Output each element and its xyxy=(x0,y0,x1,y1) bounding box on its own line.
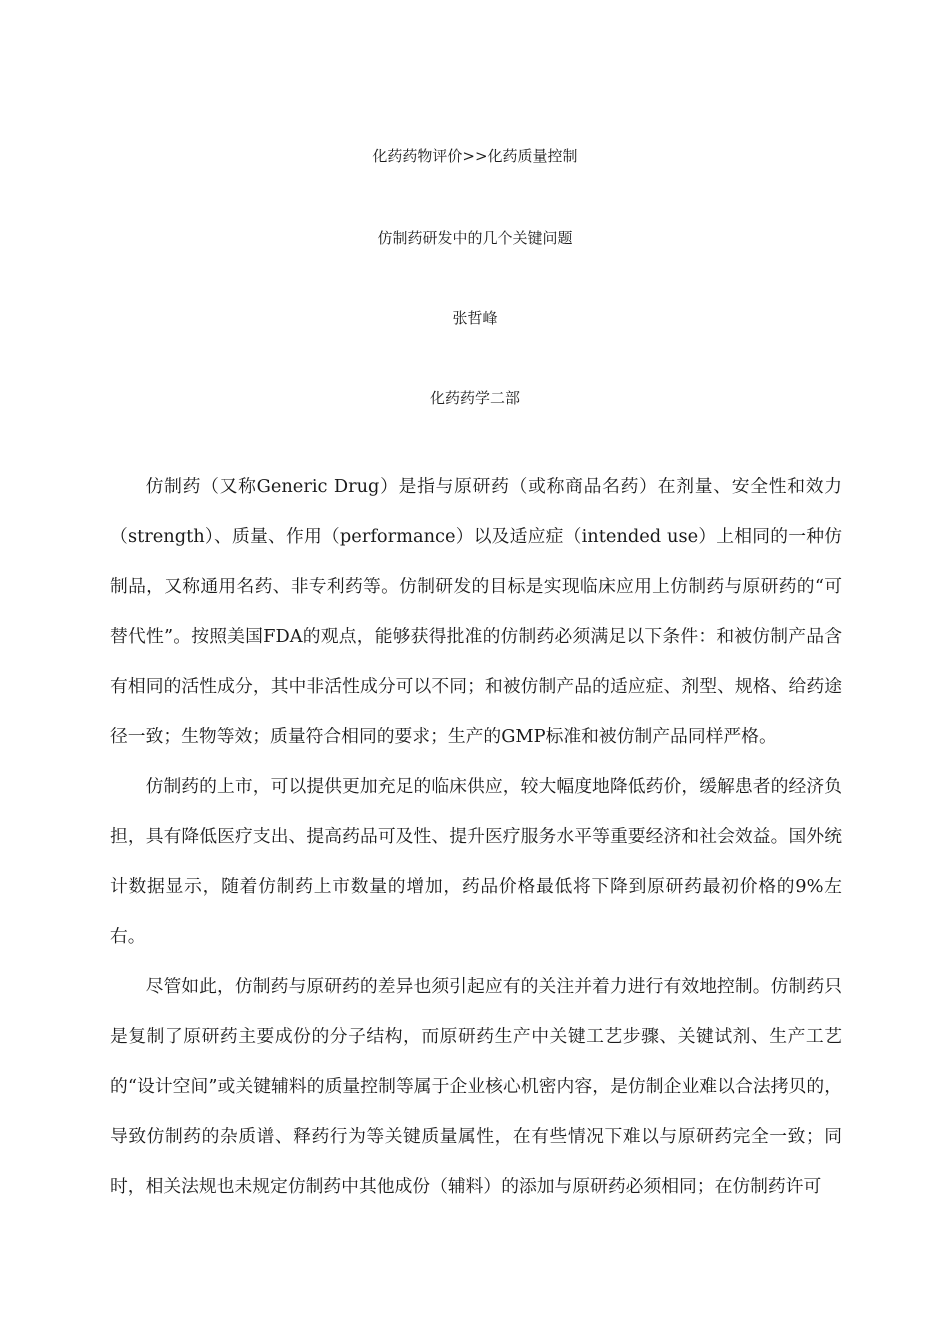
paragraph-1: 仿制药（又称Generic Drug）是指与原研药（或称商品名药）在剂量、安全性和效力（strength）、质量、作用（performance）以及适应症（intended use）上相同的一种仿制品，又称通用名药、非专利药等。仿制研发的目标是实现临床应用上仿制药与原研药的“可替代性”。按照美国FDA的观点，能够获得批准的仿制药必须满足以下条件：和被仿制产品含有相同的活性成分，其中非活性成分可以不同；和被仿制产品的适应症、剂型、规格、给药途径一致；生物等效；质量符合相同的要求；生产的GMP标准和被仿制产品同样严格。 xyxy=(110,476,842,747)
document-title: 仿制药研发中的几个关键问题 xyxy=(377,229,573,247)
paragraph-3: 尽管如此，仿制药与原研药的差异也须引起应有的关注并着力进行有效地控制。仿制药只是复制了原研药主要成份的分子结构，而原研药生产中关键工艺步骤、关键试剂、生产工艺的“设计空间”或关键辅料的质量控制等属于企业核心机密内容，是仿制企业难以合法拷贝的，导致仿制药的杂质谱、释药行为等关键质量属性，在有些情况下难以与原研药完全一致；同时，相关法规也未规定仿制药中其他成份（辅料）的添加与原研药必须相同；在仿制药许可 xyxy=(110,976,842,1197)
author-name: 张哲峰 xyxy=(452,309,498,327)
category-breadcrumb: 化药药物评价>>化药质量控制 xyxy=(372,147,578,165)
department-name: 化药药学二部 xyxy=(429,389,520,407)
paragraph-2: 仿制药的上市，可以提供更加充足的临床供应，较大幅度地降低药价，缓解患者的经济负担，具有降低医疗支出、提高药品可及性、提升医疗服务水平等重要经济和社会效益。国外统计数据显示，随着仿制药上市数量的增加，药品价格最低将下降到原研药最初价格的9%左右。 xyxy=(110,776,842,947)
document-body xyxy=(110,462,842,1212)
